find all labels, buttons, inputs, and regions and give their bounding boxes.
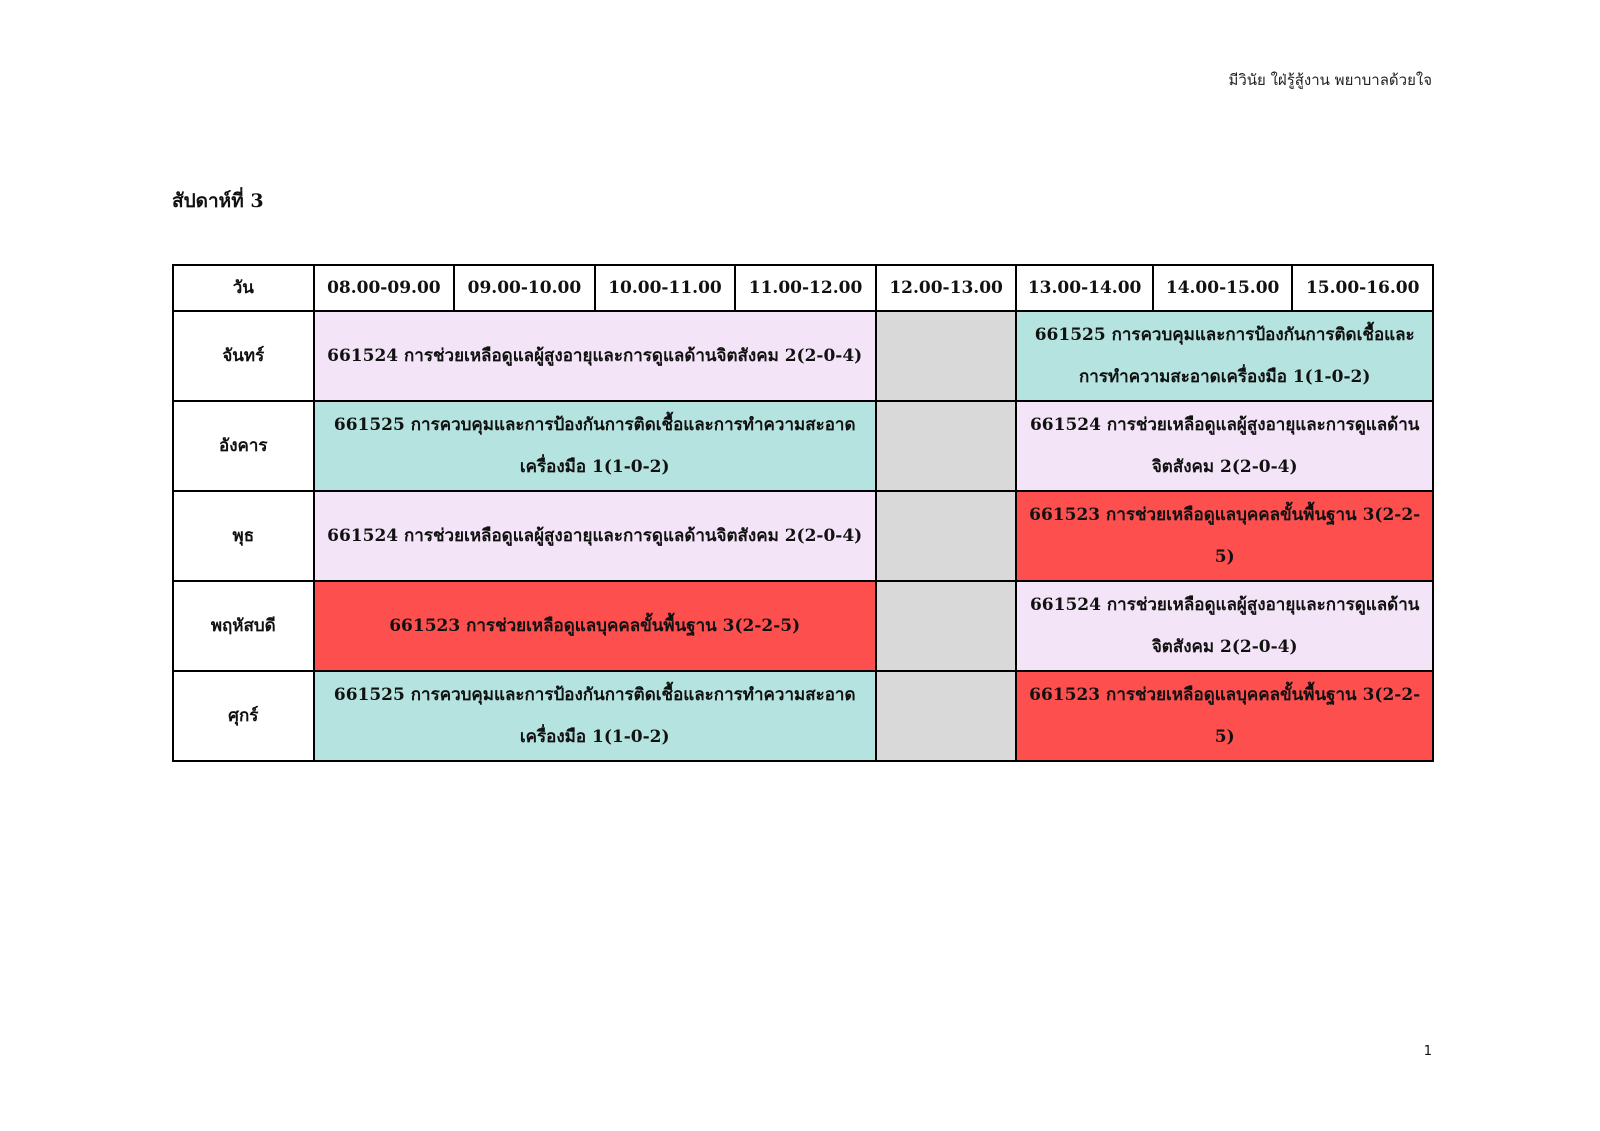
friday-lunch-cell (876, 671, 1017, 761)
day-thursday: พฤหัสบดี (173, 581, 314, 671)
schedule-table (172, 264, 1434, 762)
time-header-1500: 15.00-16.00 (1292, 265, 1433, 311)
day-friday: ศุกร์ (173, 671, 314, 761)
thursday-lunch-cell (876, 581, 1017, 671)
wednesday-afternoon-course: 661523 การช่วยเหลือดูแลบุคคลขั้นพื้นฐาน 3(2-2-5) (1016, 491, 1433, 581)
time-header-1000: 10.00-11.00 (595, 265, 736, 311)
row-thursday (173, 581, 1433, 671)
day-column-header: วัน (173, 265, 314, 311)
day-monday: จันทร์ (173, 311, 314, 401)
monday-lunch-cell (876, 311, 1017, 401)
header-motto: มีวินัย ใฝ่รู้สู้งาน พยาบาลด้วยใจ (1228, 71, 1432, 89)
monday-morning-course: 661524 การช่วยเหลือดูแลผู้สูงอายุและการดูแลด้านจิตสังคม 2(2-0-4) (314, 311, 876, 401)
thursday-morning-course: 661523 การช่วยเหลือดูแลบุคคลขั้นพื้นฐาน 3(2-2-5) (314, 581, 876, 671)
wednesday-lunch-cell (876, 491, 1017, 581)
tuesday-lunch-cell (876, 401, 1017, 491)
tuesday-afternoon-course: 661524 การช่วยเหลือดูแลผู้สูงอายุและการดูแลด้านจิตสังคม 2(2-0-4) (1016, 401, 1433, 491)
monday-afternoon-course: 661525 การควบคุมและการป้องกันการติดเชื้อและการทำความสะอาดเครื่องมือ 1(1-0-2) (1016, 311, 1433, 401)
week-title: สัปดาห์ที่ 3 (172, 190, 264, 212)
time-header-1200: 12.00-13.00 (876, 265, 1017, 311)
thursday-afternoon-course: 661524 การช่วยเหลือดูแลผู้สูงอายุและการดูแลด้านจิตสังคม 2(2-0-4) (1016, 581, 1433, 671)
time-header-0800: 08.00-09.00 (314, 265, 455, 311)
friday-morning-course: 661525 การควบคุมและการป้องกันการติดเชื้อและการทำความสะอาดเครื่องมือ 1(1-0-2) (314, 671, 876, 761)
day-tuesday: อังคาร (173, 401, 314, 491)
tuesday-morning-course: 661525 การควบคุมและการป้องกันการติดเชื้อและการทำความสะอาดเครื่องมือ 1(1-0-2) (314, 401, 876, 491)
day-wednesday: พุธ (173, 491, 314, 581)
time-header-1400: 14.00-15.00 (1153, 265, 1293, 311)
row-wednesday (173, 491, 1433, 581)
page-number: 1 (1423, 1044, 1432, 1059)
row-friday (173, 671, 1433, 761)
row-monday (173, 311, 1433, 401)
friday-afternoon-course: 661523 การช่วยเหลือดูแลบุคคลขั้นพื้นฐาน 3(2-2-5) (1016, 671, 1433, 761)
header-row (173, 265, 1433, 311)
time-header-0900: 09.00-10.00 (454, 265, 595, 311)
time-header-1100: 11.00-12.00 (735, 265, 876, 311)
row-tuesday (173, 401, 1433, 491)
time-header-1300: 13.00-14.00 (1016, 265, 1152, 311)
wednesday-morning-course: 661524 การช่วยเหลือดูแลผู้สูงอายุและการดูแลด้านจิตสังคม 2(2-0-4) (314, 491, 876, 581)
